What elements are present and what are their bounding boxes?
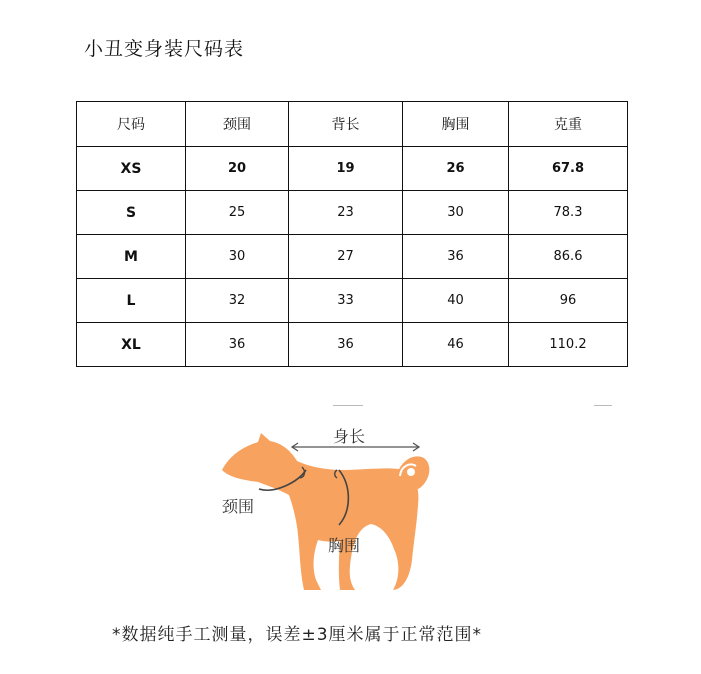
cell-chest: 40 — [403, 279, 509, 323]
cell-neck: 20 — [186, 147, 289, 191]
chest-label: 胸围 — [328, 536, 361, 555]
cell-weight: 67.8 — [509, 147, 628, 191]
cell-chest: 30 — [403, 191, 509, 235]
cell-size: L — [77, 279, 186, 323]
cell-back: 23 — [289, 191, 403, 235]
neck-label: 颈围 — [222, 497, 255, 516]
cell-weight: 96 — [509, 279, 628, 323]
cell-size: S — [77, 191, 186, 235]
cell-chest: 46 — [403, 323, 509, 367]
cell-size: XS — [77, 147, 186, 191]
tail-curl-highlight — [407, 468, 415, 476]
measurement-note: *数据纯手工测量，误差±3厘米属于正常范围* — [112, 625, 483, 645]
cell-neck: 32 — [186, 279, 289, 323]
header-weight: 克重 — [509, 102, 628, 147]
page-title: 小丑变身装尺码表 — [84, 38, 245, 60]
header-chest: 胸围 — [403, 102, 509, 147]
cell-back: 36 — [289, 323, 403, 367]
cell-back: 27 — [289, 235, 403, 279]
cell-chest: 36 — [403, 235, 509, 279]
cell-neck: 30 — [186, 235, 289, 279]
cell-neck: 25 — [186, 191, 289, 235]
cell-back: 19 — [289, 147, 403, 191]
cell-weight: 110.2 — [509, 323, 628, 367]
back-length-label: 身长 — [333, 427, 366, 446]
cell-size: XL — [77, 323, 186, 367]
cell-weight: 86.6 — [509, 235, 628, 279]
cell-chest: 26 — [403, 147, 509, 191]
cell-neck: 36 — [186, 323, 289, 367]
header-size: 尺码 — [77, 102, 186, 147]
header-neck: 颈围 — [186, 102, 289, 147]
cell-size: M — [77, 235, 186, 279]
cell-back: 33 — [289, 279, 403, 323]
header-back: 背长 — [289, 102, 403, 147]
cell-weight: 78.3 — [509, 191, 628, 235]
